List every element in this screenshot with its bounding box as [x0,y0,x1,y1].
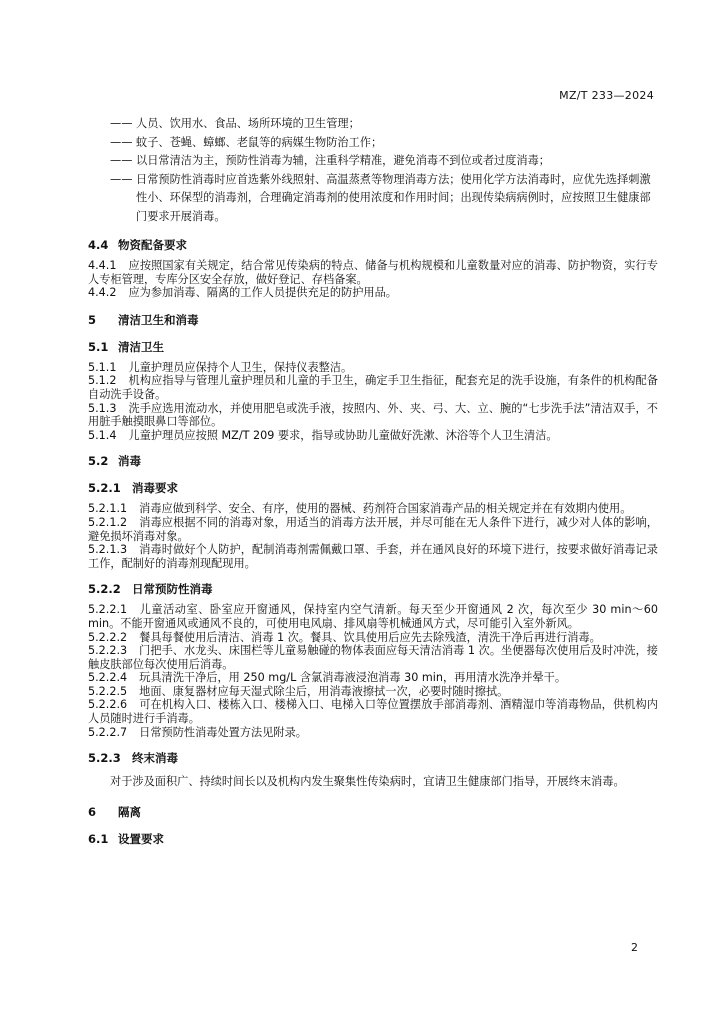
list-item: —— 日常预防性消毒时应首选紫外线照射、高温蒸煮等物理消毒方法；使用化学方法消毒时，应优先选择刺激性小、环保型的消毒剂，合理确定消毒剂的使用浓度和作用时间；出现传染病病例时，应按照卫生健康部门要求开展消毒。 [110,172,651,223]
chapter-heading-5: 5 清洁卫生和消毒 [88,312,199,327]
standard-code: MZ/T 233—2024 [559,89,654,102]
clause-5-2-2-6: 5.2.2.6 可在机构入口、楼栋入口、楼梯入口、电梯入口等位置摆放手部消毒剂、酒精湿巾等消毒物品，供机构内人员随时进行手消毒。 [88,698,658,726]
clause-5-1-2: 5.1.2 机构应指导与管理儿童护理员和儿童的手卫生，确定手卫生指征，配套充足的洗手设施，有条件的机构配备自动洗手设备。 [88,374,658,401]
section-heading-4-4: 4.4 物资配备要求 [88,238,187,252]
section-heading-5-2-3: 5.2.3 终末消毒 [88,751,178,766]
clause-5-1-3: 5.1.3 洗手应选用流动水，并使用肥皂或洗手液，按照内、外、夹、弓、大、立、腕的“七步洗手法”清洁双手，不用脏手触摸眼鼻口等部位。 [88,401,658,429]
section-heading-5-2-1: 5.2.1 消毒要求 [88,481,178,496]
clause-5-2-1-1: 5.2.1.1 消毒应做到科学、安全、有序，使用的器械、药剂符合国家消毒产品的相关规定并在有效期内使用。 [88,502,632,516]
clause-5-2-1-2: 5.2.1.2 消毒应根据不同的消毒对象，用适当的消毒方法开展，并尽可能在无人条件下进行，减少对人体的影响，避免损坏消毒对象。 [88,515,658,543]
list-item: —— 以日常清洁为主，预防性消毒为辅，注重科学精准，避免消毒不到位或者过度消毒； [110,154,550,167]
list-item: —— 蚊子、苍蝇、蟑螂、老鼠等的病媒生物防治工作； [110,135,383,149]
section-heading-5-2: 5.2 消毒 [88,454,141,469]
clause-5-2-2-5: 5.2.2.5 地面、康复器材应每天湿式除尘后，用消毒液擦拭一次，必要时随时擦拭。 [88,684,509,698]
list-item: —— 人员、饮用水、食品、场所环境的卫生管理； [110,117,360,130]
section-heading-6-1: 6.1 设置要求 [88,832,164,847]
clause-5-1-4: 5.1.4 儿童护理员应按照 MZ/T 209 要求，指导或协助儿童做好洗漱、沐浴等个人卫生清洁。 [88,428,558,442]
clause-5-2-2-3: 5.2.2.3 门把手、水龙头、床围栏等儿童易触碰的物体表面应每天清洁消毒 1 次。坐便器每次使用后及时冲洗，接触皮肤部位每次使用后消毒。 [88,644,658,671]
clause-4-4-1: 4.4.1 应按照国家有关规定，结合常见传染病的特点、储备与机构规模和儿童数量对应的消毒、防护物资，实行专人专柜管理，专库分区安全存放，做好登记、存档备案。 [88,259,658,286]
clause-4-4-2: 4.4.2 应为参加消毒、隔离的工作人员提供充足的防护用品。 [88,286,397,300]
clause-5-2-2-4: 5.2.2.4 玩具清洗干净后，用 250 mg/L 含氯消毒液浸泡消毒 30 min，再用清水洗净并晕干。 [88,671,567,685]
chapter-heading-6: 6 隔离 [88,805,141,820]
clause-5-2-2-7: 5.2.2.7 日常预防性消毒处置方法见附录。 [88,725,307,739]
document-body [88,115,658,853]
page-number: 2 [631,941,638,954]
section-heading-5-1: 5.1 清洁卫生 [88,339,164,354]
dash-list [110,115,658,226]
section-heading-5-2-2: 5.2.2 日常预防性消毒 [88,582,213,597]
clause-5-2-1-3: 5.2.1.3 消毒时做好个人防护，配制消毒剂需佩戴口罩、手套，并在通风良好的环境下进行，按要求做好消毒记录工作，配制好的消毒剂现配现用。 [88,543,658,570]
paragraph-5-2-3: 对于涉及面积广、持续时间长以及机构内发生聚集性传染病时，宜请卫生健康部门指导，开展终末消毒。 [110,775,625,789]
clause-5-2-2-2: 5.2.2.2 餐具每餐使用后清洁、消毒 1 次。餐具、饮具使用后应先去除残渣，清洗干净后再进行消毒。 [88,630,601,644]
clause-5-2-2-1: 5.2.2.1 儿童活动室、卧室应开窗通风，保持室内空气清新。每天至少开窗通风 2 次，每次至少 30 min～60 min。不能开窗通风或通风不良的，可使用电风扇、排风扇等机械通风方式，尽可能引入室外新风。 [88,603,658,630]
clause-5-1-1: 5.1.1 儿童护理员应保持个人卫生，保持仪表整洁。 [88,360,353,374]
